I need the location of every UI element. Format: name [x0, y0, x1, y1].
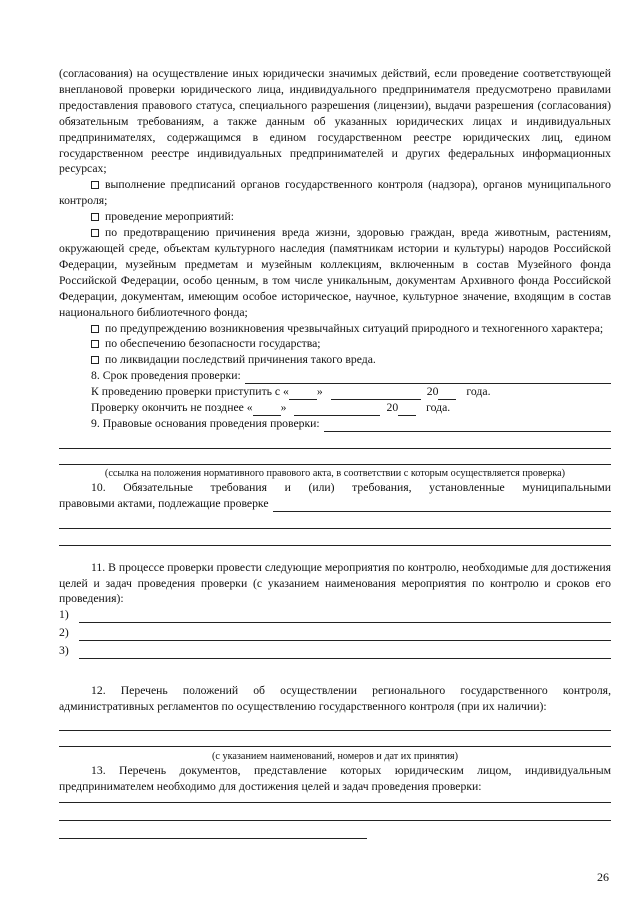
start-year-field[interactable] [438, 387, 456, 400]
bullet-item-2: проведение мероприятий: [59, 209, 611, 225]
checkbox-icon [91, 213, 99, 221]
measure-row-3: 3) [59, 643, 611, 659]
checkbox-icon [91, 229, 99, 237]
document-body [59, 66, 611, 839]
measure-row-2: 2) [59, 625, 611, 641]
legal-basis-line-2[interactable] [59, 447, 611, 449]
section-8-label: 8. Срок проведения проверки: [91, 369, 241, 383]
section-9-label: 9. Правовые основания проведения проверки: [91, 416, 320, 430]
checkbox-icon [91, 356, 99, 364]
start-date-row: К проведению проверки приступить с « » 20 года. [91, 385, 491, 399]
measure-row-1: 1) [59, 607, 611, 623]
measure-field-1[interactable] [79, 610, 611, 623]
section-12-text: 12. Перечень положений об осуществлении регионального государственного контроля, административных регламентов по осуществлению государственного контроля (при их наличии): [59, 684, 611, 713]
measure-field-3[interactable] [79, 646, 611, 659]
paragraph-continuation: (согласования) на осуществление иных юридически значимых действий, если проведение соответствующей внеплановой проверки юридического лица, индивидуального предпринимателя предусмотрено правилами предоставления правового статуса, специального разрешения (лицензии), выдачи разрешения (согласования) обязательным требованиям, а также данным об указанных юридических лицах и индивидуальных предпринимателях, содержащимся в едином государственном реестре юридических лиц, едином государственном реестре индивидуальных предпринимателей и других федеральных информационных ресурсах; [59, 67, 611, 176]
bullet-item-6: по ликвидации последствий причинения такого вреда. [59, 352, 611, 368]
start-month-field[interactable] [331, 387, 421, 400]
legal-basis-caption: (ссылка на положения нормативного правового акта, в соответствии с которым осуществляется проверка) [59, 464, 611, 480]
end-date-row: Проверку окончить не позднее « » 20 года. [91, 401, 451, 415]
end-month-field[interactable] [294, 403, 380, 416]
requirements-field[interactable] [273, 499, 611, 512]
checkbox-icon [91, 325, 99, 333]
measure-field-2[interactable] [79, 628, 611, 641]
section-10-text: 10. Обязательные требования и (или) требования, установленные муниципальными [91, 480, 611, 494]
requirements-line-3[interactable] [59, 544, 611, 546]
bullet-item-4: по предупреждению возникновения чрезвычайных ситуаций природного и техногенного характера; [59, 321, 611, 337]
start-day-field[interactable] [289, 387, 317, 400]
bullet-item-1: выполнение предписаний органов государственного контроля (надзора), органов муниципального контроля; [59, 178, 611, 208]
regulations-line-1[interactable] [59, 729, 611, 731]
section-10-row: правовыми актами, подлежащие проверке [59, 496, 611, 512]
checkbox-icon [91, 181, 99, 189]
section-9-row [59, 416, 611, 432]
end-day-field[interactable] [253, 403, 281, 416]
documents-line-1[interactable] [59, 801, 611, 803]
legal-basis-field[interactable] [324, 419, 611, 432]
bullet-item-5: по обеспечению безопасности государства; [59, 336, 611, 352]
page-number: 26 [597, 870, 609, 884]
end-year-field[interactable] [398, 403, 416, 416]
section-11-text: 11. В процессе проверки провести следующие мероприятия по контролю, необходимые для достижения целей и задач проведения проверки (с указанием наименования мероприятия по контролю и сроков его проведения): [59, 560, 611, 606]
bullet-item-3: по предотвращению причинения вреда жизни, здоровью граждан, вреда животным, растениям, окружающей среде, объектам культурного наследия (памятникам истории и культуры) народов Российской Федерации, музейным предметам и музейным коллекциям, включенным в состав Музейного фонда Российской Федерации, особо ценным, в том числе уникальным, документам Архивного фонда Российской Федерации, документам, имеющим особое историческое, научное, культурное значение, входящим в состав национального библиотечного фонда; [59, 226, 611, 319]
requirements-line-2[interactable] [59, 527, 611, 529]
term-field[interactable] [245, 371, 611, 384]
regulations-caption: (с указанием наименований, номеров и дат их принятия) [212, 750, 458, 762]
documents-line-2[interactable] [59, 819, 611, 821]
checkbox-icon [91, 340, 99, 348]
section-8-row [59, 368, 611, 384]
section-13-text: 13. Перечень документов, представление которых юридическим лицом, индивидуальным предпринимателем необходимо для достижения целей и задач проведения проверки: [59, 763, 611, 793]
documents-line-3[interactable] [59, 837, 367, 839]
